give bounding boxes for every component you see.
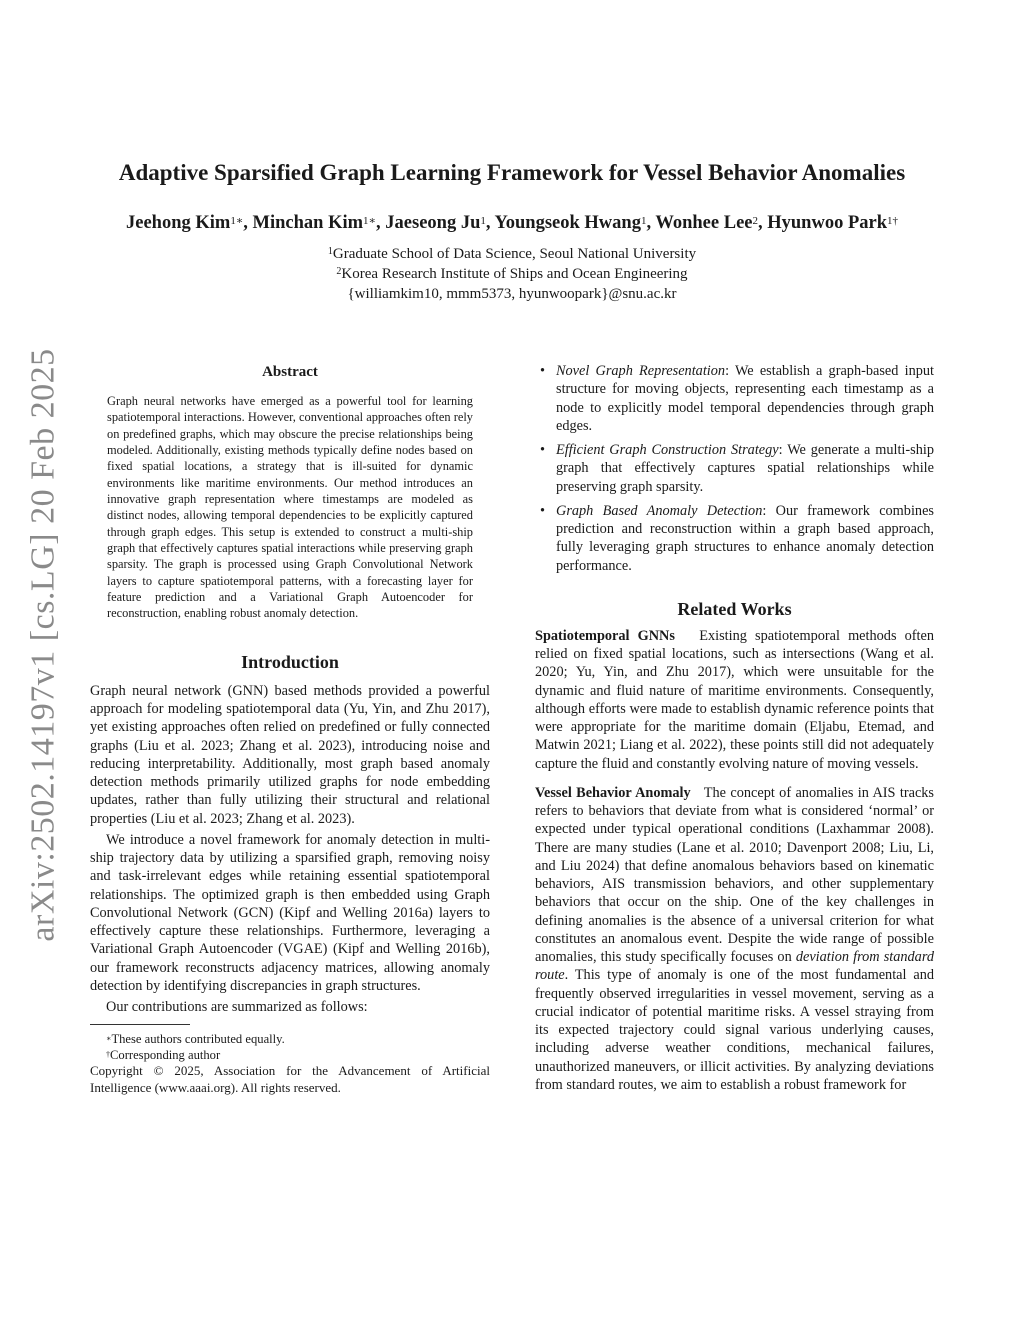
affiliation-text: Korea Research Institute of Ships and Ocean Engineering (341, 266, 688, 282)
contribution-text: : Our framework combines prediction and reconstruction within a graph based approach, fully leveraging graph structures to enhance anomaly detection performance. (556, 502, 934, 574)
author-separator: , (646, 213, 652, 233)
footnote-mark: † (106, 1050, 110, 1060)
affiliation-line (112, 244, 912, 264)
paragraph-text: Existing spatiotemporal methods often relied on fixed spatial locations, such as intersections (Wang et al. 2020; Yu, Yin, and Zhu 2017), which were unsuitable for the dynamic and fluid nature of maritime environments. Consequently, although efforts were made to establish dynamic reference points that were appropriate for the maritime domain (Eljabu, Etemad, and Matwin 2021; Liang et al. 2022), these points still did not adequately capture the fluid and constantly evolving nature of moving vessels. (535, 627, 934, 772)
author-list (40, 210, 984, 236)
author-name: Hyunwoo Park (767, 213, 888, 233)
affiliation-line (112, 264, 912, 284)
author-separator: , (376, 213, 386, 233)
author-affil-mark: 1 (480, 215, 486, 227)
footnote-text: Corresponding author (110, 1048, 221, 1063)
arxiv-watermark (20, 350, 68, 940)
contribution-text: : We establish a graph-based input structure for moving objects, representing each timestamp as a node to explicitly model temporal dependencies through graph edges. (556, 363, 934, 434)
affiliations (112, 244, 912, 304)
author-affil-mark: 1† (887, 215, 899, 227)
author-affil-mark: 1 (640, 215, 647, 227)
footnote-rule (90, 1024, 190, 1025)
author-name: Wonhee Lee (655, 213, 753, 233)
author-name: Minchan Kim (252, 213, 364, 233)
footnote-text: These authors contributed equally. (111, 1032, 285, 1047)
author-name: Jeehong Kim (125, 213, 231, 233)
author-separator: , (758, 213, 768, 233)
contribution-lead: Efficient Graph Construction Strategy (556, 442, 779, 458)
footnote (90, 1031, 490, 1047)
contribution-lead: Novel Graph Representation (556, 363, 726, 379)
footnote (90, 1047, 490, 1063)
list-item (535, 441, 934, 496)
paragraph-text: The concept of anomalies in AIS tracks refers to behaviors that deviate from what is considered ‘normal’ or expected under typical operational conditions (Laxhammar 2008). There are many studies (Lane et al. 2010; Davenport 2008; Liu, Li, and Liu 2024) that define anomalous behaviors based on kinematic behaviors, AIS transmission behaviors, and other supplementary behaviors that occur on the ship. One of the key challenges in defining anomalies is the absence of a universal criterion for what constitutes an anomalous event. Despite the wide range of possible anomalies, this study specifically focuses on (535, 784, 934, 965)
emphasized-text: deviation from standard route (535, 949, 935, 984)
paragraph-runin-heading: Vessel Behavior Anomaly (535, 784, 691, 801)
introduction-paragraph: Our contributions are summarized as follows: (106, 999, 368, 1016)
author-affil-mark: 2 (752, 215, 758, 227)
related-works-paragraph (535, 627, 934, 773)
author-name: Jaeseong Ju (385, 213, 481, 233)
contribution-lead: Graph Based Anomaly Detection (556, 502, 763, 519)
arxiv-identifier: arXiv:2502.14197v1 [cs.LG] 20 Feb 2025 (25, 348, 62, 942)
paragraph-runin-heading: Spatiotemporal GNNs (535, 627, 675, 644)
related-works-heading: Related Works (677, 598, 792, 619)
contributions-list (535, 362, 934, 575)
related-works-paragraph (535, 784, 934, 1094)
author-emails: {williamkim10, mmm5373, hyunwoopark}@snu.ac.kr (347, 286, 677, 302)
footnote-mark: ∗ (106, 1034, 112, 1044)
paper-title: Adaptive Sparsified Graph Learning Framework for Vessel Behavior Anomalies (118, 160, 906, 185)
abstract-heading: Abstract (262, 364, 318, 380)
paragraph-text: . This type of anomaly is one of the most fundamental and frequently observed irregularities in vessel movement, serving as a crucial indicator of potential maritime risks. A vessel straying from its expected trajectory could signal various underlying causes, including adverse weather conditions, mechanical failures, unauthorized maneuvers, or illicit activities. By analyzing deviations from standard routes, we aim to establish a robust framework for (535, 967, 934, 1093)
affiliation-mark: 2 (336, 266, 342, 277)
list-item (535, 362, 934, 435)
list-item (535, 502, 934, 575)
author-affil-mark: 1∗ (363, 215, 377, 227)
right-column (535, 362, 934, 1094)
affiliation-text: Graduate School of Data Science, Seoul National University (332, 246, 697, 262)
introduction-heading: Introduction (241, 651, 339, 672)
author-separator: , (485, 213, 495, 233)
left-column (90, 362, 490, 1096)
copyright-notice: Copyright © 2025, Association for the Advancement of Artificial Intelligence (www.aaai.org). All rights reserved. (90, 1063, 490, 1095)
introduction-paragraph: We introduce a novel framework for anomaly detection in multi-ship trajectory data by utilizing a sparsified graph, removing noisy and task-irrelevant edges while retaining essential spatiotemporal relationships. The optimized graph is then embedded using Graph Convolutional Network (GCN) (Kipf and Welling 2016a) layers to effectively capture these relationships. Furthermore, leveraging a Variational Graph Autoencoder (VGAE) (Kipf and Welling 2016b), our framework reconstructs adjacency matrices, allowing anomaly detection by identifying discrepancies in graph structures. (90, 831, 490, 994)
contribution-text: : We generate a multi-ship graph that effectively captures spatial relationships while preserving graph sparsity. (556, 442, 934, 495)
author-name: Youngseok Hwang (494, 213, 641, 233)
author-separator: , (243, 213, 253, 233)
abstract-body: Graph neural networks have emerged as a powerful tool for learning spatiotemporal interactions. However, conventional approaches often rely on predefined graphs, which may obscure the precise relationships being modeled. Additionally, existing methods typically define nodes based on fixed spatial locations, a strategy that is ill-suited for dynamic environments like maritime environments. Our method introduces an innovative graph representation where timestamps are modeled as distinct nodes, allowing temporal dependencies to be explicitly captured through graph edges. This setup is extended to construct a multi-ship graph that effectively captures spatial interactions while preserving graph sparsity. The graph is processed using Graph Convolutional Network layers to capture spatiotemporal patterns, with a forecasting layer for feature prediction and a Variational Graph Autoencoder for reconstruction, enabling robust anomaly detection. (107, 394, 473, 621)
introduction-paragraph: Graph neural network (GNN) based methods provided a powerful approach for modeling spatiotemporal data (Yu, Yin, and Zhu 2017), yet existing approaches often relied on predefined or fully connected graphs (Liu et al. 2023; Zhang et al. 2023), introducing noise and reducing interpretability. Additionally, most graph based anomaly detection methods primarily utilized graphs for node embedding updates, rather than fully utilizing their structural and relational properties (Liu et al. 2023; Zhang et al. 2023). (90, 682, 490, 827)
author-affil-mark: 1∗ (230, 215, 244, 227)
affiliation-mark: 1 (327, 246, 333, 257)
